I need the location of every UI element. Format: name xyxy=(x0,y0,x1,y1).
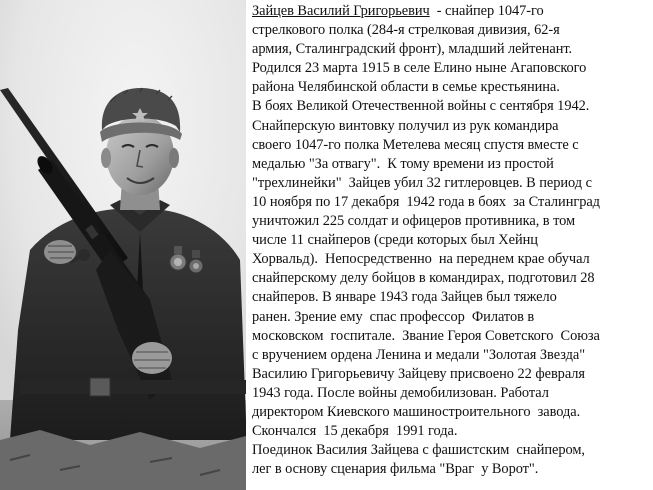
portrait-illustration xyxy=(0,0,246,490)
bio-line: директором Киевского машиностроительного завода. xyxy=(252,403,581,420)
bio-line: своего 1047-го полка Метелева месяц спустя вместе с xyxy=(252,136,579,153)
bio-line-1 xyxy=(252,2,650,21)
bio-line: района Челябинской области в семье крестьянина. xyxy=(252,79,560,96)
biography-text xyxy=(252,2,650,479)
bio-line: медалью "За отвагу". К тому времени из простой xyxy=(252,155,554,172)
bio-line: лег в основу сценария фильма "Враг у Ворот". xyxy=(252,461,539,478)
bio-line: числе 11 снайперов (среди которых был Хейнц xyxy=(252,232,538,249)
bio-line: Поединок Василия Зайцева с фашистским снайпером, xyxy=(252,442,585,459)
bio-line: уничтожил 225 солдат и офицеров противника, в том xyxy=(252,213,576,230)
bio-line: армия, Сталинградский фронт), младший лейтенант. xyxy=(252,41,573,58)
bio-line: с вручением ордена Ленина и медали "Золотая Звезда" xyxy=(252,346,586,363)
soldier-portrait-photo xyxy=(0,0,246,490)
bio-line: Скончался 15 декабря 1991 года. xyxy=(252,423,458,440)
bio-line: 1943 года. После войны демобилизован. Работал xyxy=(252,384,549,401)
bio-line-1-rest: - снайпер 1047-го xyxy=(429,3,544,19)
bio-line: Снайперскую винтовку получил из рук командира xyxy=(252,117,559,134)
bio-line: стрелкового полка (284-я стрелковая дивизия, 62-я xyxy=(252,22,560,39)
person-name: Зайцев Василий Григорьевич xyxy=(252,3,430,19)
bio-line: Василию Григорьевичу Зайцеву присвоено 22 февраля xyxy=(252,365,585,382)
bio-line: снайперов. В январе 1943 года Зайцев был тяжело xyxy=(252,289,557,306)
bio-line: московском госпитале. Звание Героя Советского Союза xyxy=(252,327,600,344)
bio-line: 10 ноября по 17 декабря 1942 года в боях за Сталинград xyxy=(252,193,600,210)
bio-line: снайперскому делу бойцов в командирах, подготовил 28 xyxy=(252,270,595,287)
bio-line: "трехлинейки" Зайцев убил 32 гитлеровцев. В период с xyxy=(252,174,592,191)
bio-line: Хорвальд). Непосредственно на переднем крае обучал xyxy=(252,251,590,268)
bio-line: Родился 23 марта 1915 в селе Елино ныне Агаповского xyxy=(252,60,587,77)
bio-line: ранен. Зрение ему спас профессор Филатов в xyxy=(252,308,535,325)
bio-line: В боях Великой Отечественной войны с сентября 1942. xyxy=(252,98,590,115)
